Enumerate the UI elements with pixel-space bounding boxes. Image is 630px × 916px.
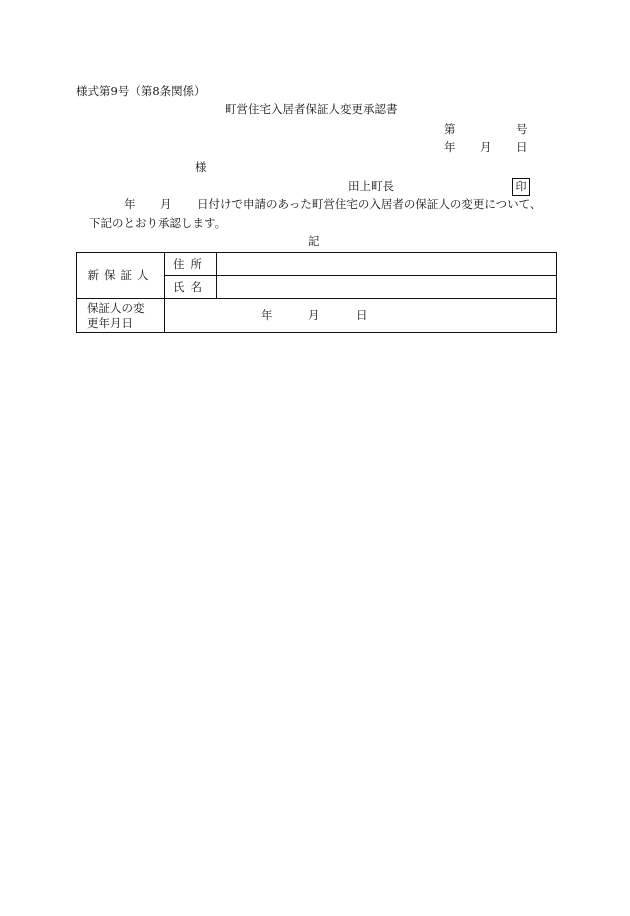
- address-row: [77, 253, 557, 276]
- change-date-day: 日: [356, 308, 368, 322]
- form-number: 様式第9号（第8条関係）: [76, 84, 206, 98]
- guarantor-table: [76, 252, 557, 333]
- new-guarantor-label: 新保証人: [77, 253, 165, 299]
- date-year: 年: [444, 140, 456, 154]
- change-date-value: [165, 299, 557, 333]
- number-prefix: 第: [444, 122, 456, 136]
- change-date-label-line-1: 保証人の変: [87, 300, 145, 315]
- body-month: 月: [160, 197, 172, 211]
- body-line-1: 日付けで申請のあった町営住宅の入居者の保証人の変更について、: [197, 197, 542, 211]
- name-label: 氏名: [165, 276, 217, 299]
- address-value: [217, 253, 557, 276]
- number-suffix: 号: [516, 122, 528, 136]
- change-date-month: 月: [308, 308, 320, 322]
- date-day: 日: [516, 140, 528, 154]
- change-date-label-line-2: 更年月日: [87, 315, 133, 330]
- body-line-2: 下記のとおり承認します。: [89, 216, 227, 230]
- name-value: [217, 276, 557, 299]
- date-month: 月: [480, 140, 492, 154]
- body-year: 年: [124, 197, 136, 211]
- change-date-row: [77, 299, 557, 333]
- change-date-label: [77, 299, 165, 333]
- address-label: 住所: [165, 253, 217, 276]
- document-title: 町営住宅入居者保証人変更承認書: [225, 102, 398, 116]
- change-date-year: 年: [261, 308, 273, 322]
- issuer: 田上町長: [348, 179, 394, 193]
- addressee-honorific: 様: [195, 160, 207, 174]
- ki-heading: 記: [308, 234, 320, 248]
- seal-mark: 印: [512, 178, 530, 196]
